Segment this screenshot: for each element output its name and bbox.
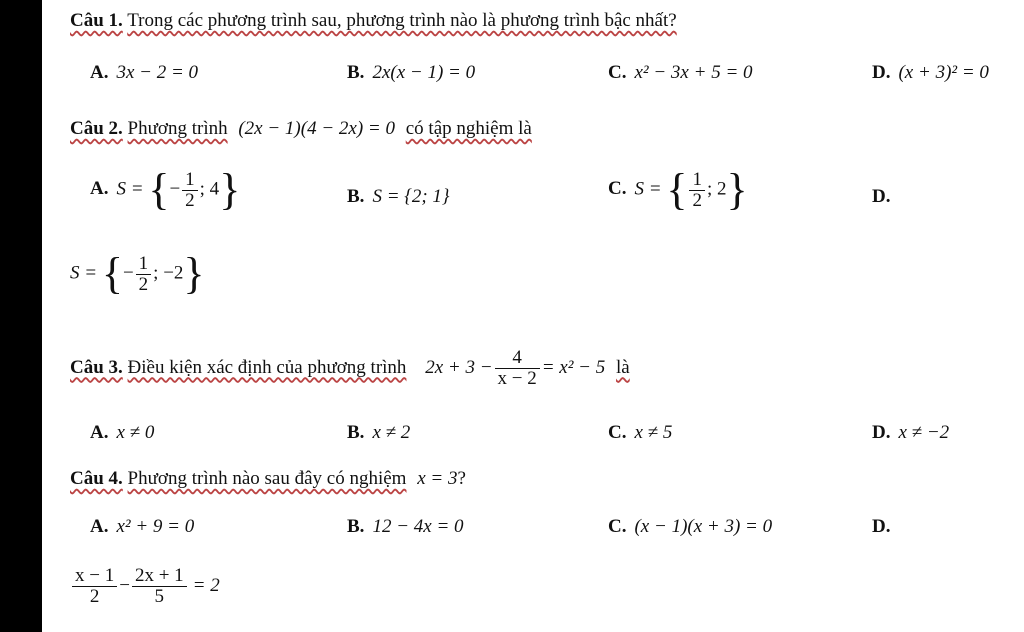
frac-denominator: x − 2 xyxy=(495,368,540,389)
option-4d xyxy=(70,566,220,607)
option-rest: ; 4 xyxy=(199,178,220,200)
brace-open: { xyxy=(666,165,688,214)
question-number: Câu 1. xyxy=(70,10,123,31)
option-math: 12 − 4x = 0 xyxy=(372,516,464,537)
frac-numerator: 1 xyxy=(185,168,195,190)
option-math: S = {2; 1} xyxy=(372,186,450,207)
brace-open: { xyxy=(148,165,170,214)
option-3d xyxy=(872,422,949,444)
option-4a xyxy=(90,516,194,538)
frac-numerator: 4 xyxy=(512,347,522,368)
option-prefix: S = xyxy=(634,178,662,200)
frac-denominator: 2 xyxy=(689,190,705,211)
option-label: A. xyxy=(90,178,109,200)
frac-sign: − xyxy=(169,178,181,200)
question-math-post: = x² − 5 xyxy=(541,356,606,378)
option-1b xyxy=(347,62,475,84)
frac-numerator: 1 xyxy=(692,168,702,190)
fraction xyxy=(136,254,152,295)
question-text-after: có tập nghiệm là xyxy=(405,118,532,139)
question-math: x = 3 xyxy=(417,468,458,489)
option-math: 3x − 2 = 0 xyxy=(116,62,199,83)
option-math: x ≠ 0 xyxy=(116,422,155,443)
brace-close: } xyxy=(183,249,205,298)
question-number: Câu 4. xyxy=(70,468,123,489)
question-text: Điều kiện xác định của phương trình xyxy=(127,356,407,378)
option-2d xyxy=(70,249,205,298)
option-label: B. xyxy=(347,422,365,443)
option-label: B. xyxy=(347,62,365,83)
option-label: D. xyxy=(872,62,891,83)
question-number: Câu 2. xyxy=(70,118,123,139)
option-math: x ≠ 5 xyxy=(634,422,673,443)
option-1c xyxy=(608,62,753,84)
question-1 xyxy=(70,10,677,32)
question-4 xyxy=(70,468,466,490)
frac-denominator: 2 xyxy=(182,190,198,211)
fraction-2 xyxy=(132,566,187,607)
option-3a xyxy=(90,422,154,444)
question-text: Trong các phương trình sau, phương trình nào là phương trình bậc nhất? xyxy=(127,10,677,31)
question-math: (2x − 1)(4 − 2x) = 0 xyxy=(238,118,395,139)
option-2c xyxy=(608,165,748,214)
option-label: A. xyxy=(90,516,109,537)
frac-denominator: 2 xyxy=(136,274,152,295)
option-label: C. xyxy=(608,422,627,443)
frac-sign: − xyxy=(122,262,134,284)
option-label: B. xyxy=(347,186,365,207)
option-label: D. xyxy=(872,186,891,207)
option-math: (x + 3)² = 0 xyxy=(898,62,989,83)
option-4c xyxy=(608,516,772,538)
option-math: x² − 3x + 5 = 0 xyxy=(634,62,753,83)
option-2d-label xyxy=(872,186,898,208)
brace-close: } xyxy=(726,165,748,214)
option-rest: ; −2 xyxy=(153,262,184,284)
option-label: C. xyxy=(608,516,627,537)
option-1d xyxy=(872,62,989,84)
fraction xyxy=(182,170,198,211)
option-4b xyxy=(347,516,464,538)
option-math: 2x(x − 1) = 0 xyxy=(372,62,476,83)
option-2a xyxy=(90,165,241,214)
option-4d-label xyxy=(872,516,898,538)
frac-denominator: 5 xyxy=(132,586,187,607)
frac-numerator: 1 xyxy=(138,252,149,274)
frac-denominator: 2 xyxy=(72,586,117,607)
option-math: x² + 9 = 0 xyxy=(116,516,195,537)
option-label: A. xyxy=(90,422,109,443)
option-label: C. xyxy=(608,62,627,83)
option-2b xyxy=(347,186,450,208)
option-prefix: S = xyxy=(116,178,144,200)
question-text-after: là xyxy=(616,356,630,378)
option-rest: ; 2 xyxy=(706,178,727,200)
option-1a xyxy=(90,62,198,84)
brace-open: { xyxy=(101,249,123,298)
option-label: B. xyxy=(347,516,365,537)
option-3c xyxy=(608,422,672,444)
fraction-1 xyxy=(72,566,117,607)
minus-sign: − xyxy=(119,574,130,596)
question-math-pre: 2x + 3 − xyxy=(425,356,493,378)
option-math: (x − 1)(x + 3) = 0 xyxy=(634,516,773,537)
option-math: x ≠ 2 xyxy=(372,422,411,443)
fraction xyxy=(689,170,705,211)
frac-numerator: 2x + 1 xyxy=(134,565,184,586)
brace-close: } xyxy=(219,165,241,214)
option-label: D. xyxy=(872,516,891,537)
question-text: Phương trình nào sau đây có nghiệm xyxy=(127,468,407,489)
question-text: Phương trình xyxy=(127,118,228,139)
question-number: Câu 3. xyxy=(70,356,123,378)
question-fraction xyxy=(495,348,540,389)
option-label: C. xyxy=(608,178,627,200)
option-math: x ≠ −2 xyxy=(898,422,950,443)
question-2 xyxy=(70,118,532,140)
option-label: A. xyxy=(90,62,109,83)
frac-numerator: x − 1 xyxy=(75,565,115,586)
option-3b xyxy=(347,422,410,444)
option-rhs: = 2 xyxy=(192,574,220,596)
option-label: D. xyxy=(872,422,891,443)
question-3 xyxy=(70,348,630,389)
option-prefix: S = xyxy=(70,262,98,284)
worksheet xyxy=(42,0,1024,632)
question-text-after: ? xyxy=(457,468,466,489)
